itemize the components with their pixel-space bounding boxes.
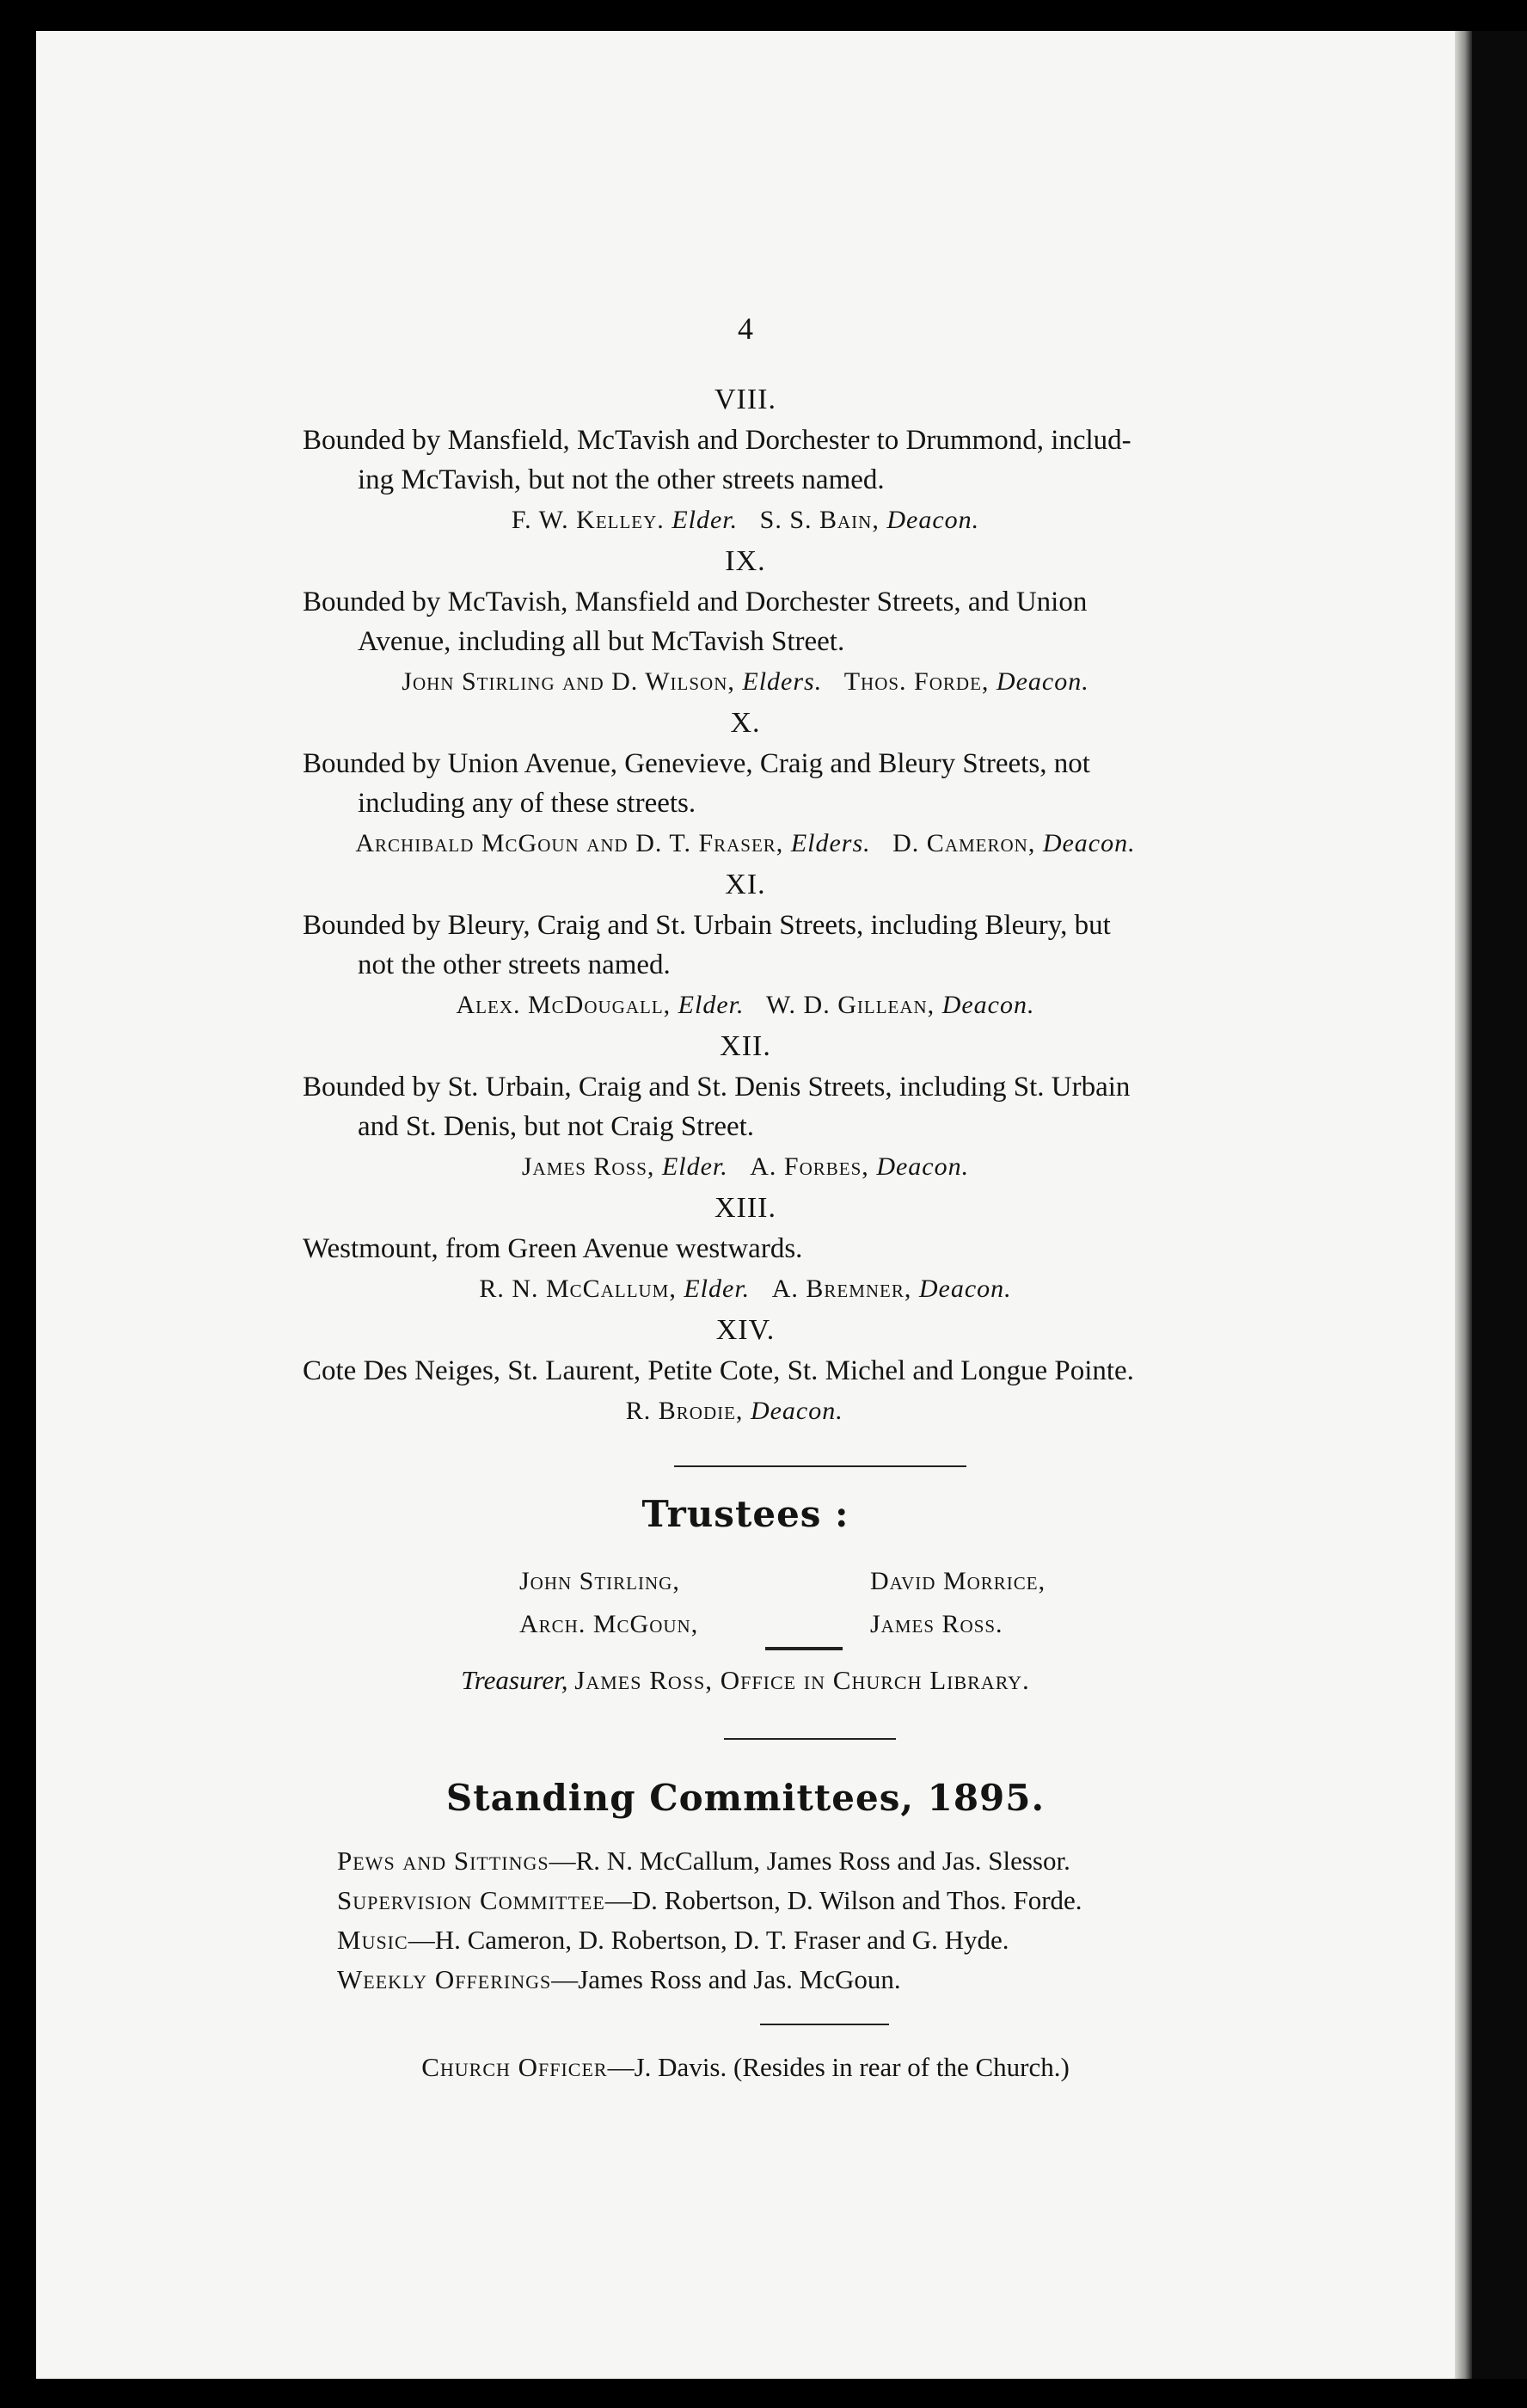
trustee-name: David Morrice, <box>870 1567 1046 1595</box>
district-numeral: XIV. <box>715 1314 776 1346</box>
committee-label: Weekly Offerings <box>337 1964 552 1994</box>
district-boundary <box>36 906 1455 985</box>
officer-name: R. Brodie, <box>625 1397 744 1425</box>
officer-name: A. Bremner, <box>771 1275 912 1303</box>
church-officer-text: —J. Davis. (Resides in rear of the Church.) <box>607 2052 1070 2082</box>
district-numeral: XIII. <box>714 1192 777 1224</box>
district-boundary <box>36 1067 1455 1146</box>
officer-role: Deacon. <box>996 667 1089 696</box>
district-block <box>36 1026 1455 1188</box>
treasurer-line <box>36 1665 1455 1696</box>
trustees-right-column <box>870 1560 1046 1646</box>
committee-label: Supervision Committee <box>337 1885 605 1915</box>
committee-list <box>337 1841 1082 2000</box>
district-boundary <box>36 421 1455 500</box>
treasurer-text: James Ross, Office in Church Library. <box>574 1665 1030 1695</box>
district-list <box>36 379 1455 1432</box>
officer-role: Elders. <box>790 829 871 857</box>
trustee-name: John Stirling, <box>519 1567 680 1595</box>
officer-name: A. Forbes, <box>750 1152 869 1181</box>
officer-name: R. N. McCallum, <box>479 1275 677 1303</box>
officer-name: W. D. Gillean, <box>765 991 935 1019</box>
church-officer-label: Church Officer <box>421 2052 608 2082</box>
committee-item <box>337 1960 1082 2000</box>
treasurer-label: Treasurer, <box>461 1665 568 1695</box>
district-officers <box>36 823 1455 864</box>
boundary-line: ing McTavish, but not the other streets named. <box>358 464 885 495</box>
district-officers <box>36 500 1455 541</box>
district-block <box>36 1188 1455 1310</box>
church-officer-line <box>36 2052 1455 2083</box>
district-officers <box>36 661 1455 703</box>
boundary-line: Cote Des Neiges, St. Laurent, Petite Cote, St. Michel and Longue Pointe. <box>303 1355 1134 1386</box>
district-numeral: XII. <box>720 1030 771 1062</box>
officer-name: D. Cameron, <box>892 829 1036 857</box>
officer-role: Deacon. <box>886 506 980 534</box>
district-officers <box>36 1391 1455 1432</box>
district-block <box>36 379 1455 541</box>
officer-role: Deacon. <box>918 1275 1012 1303</box>
trustee-name: Arch. McGoun, <box>519 1610 699 1638</box>
officer-role: Elder. <box>684 1275 751 1303</box>
officer-name: James Ross, <box>521 1152 655 1181</box>
officer-name: Alex. McDougall, <box>456 991 672 1019</box>
officer-name: S. S. Bain, <box>759 506 880 534</box>
committee-members: —H. Cameron, D. Robertson, D. T. Fraser and G. Hyde. <box>408 1925 1009 1955</box>
committee-label: Music <box>337 1925 408 1955</box>
trustees-left-column <box>519 1560 698 1646</box>
boundary-line: and St. Denis, but not Craig Street. <box>358 1111 755 1142</box>
officer-role: Elder. <box>672 506 739 534</box>
officer-role: Deacon. <box>750 1397 843 1425</box>
boundary-line: Bounded by Bleury, Craig and St. Urbain Streets, including Bleury, but <box>303 910 1111 941</box>
divider-rule <box>765 1647 843 1650</box>
district-numeral: VIII. <box>714 384 777 415</box>
officer-role: Deacon. <box>941 991 1035 1019</box>
committee-item <box>337 1841 1082 1881</box>
officer-role: Elder. <box>678 991 745 1019</box>
page <box>36 31 1455 2379</box>
district-boundary <box>36 582 1455 661</box>
officer-name: John Stirling and D. Wilson, <box>402 667 735 696</box>
boundary-line: Westmount, from Green Avenue westwards. <box>303 1233 803 1264</box>
divider-rule <box>674 1465 966 1467</box>
boundary-line: Bounded by McTavish, Mansfield and Dorchester Streets, and Union <box>303 587 1088 617</box>
officer-name: Archibald McGoun and D. T. Fraser, <box>355 829 784 857</box>
district-block <box>36 1310 1455 1432</box>
district-boundary <box>36 744 1455 823</box>
district-officers <box>36 1146 1455 1188</box>
officer-role: Deacon. <box>876 1152 970 1181</box>
district-numeral: XI. <box>725 869 766 900</box>
committee-members: —James Ross and Jas. McGoun. <box>551 1964 901 1994</box>
officer-name: F. W. Kelley. <box>511 506 665 534</box>
district-numeral: IX. <box>725 545 766 577</box>
district-officers <box>36 985 1455 1026</box>
trustee-name: James Ross. <box>870 1610 1003 1638</box>
district-boundary <box>36 1351 1455 1391</box>
officer-name: Thos. Forde, <box>843 667 990 696</box>
committee-label: Pews and Sittings <box>337 1846 549 1876</box>
district-officers <box>36 1268 1455 1310</box>
scan-border <box>1472 31 1527 2379</box>
divider-rule <box>760 2024 889 2025</box>
committee-item <box>337 1881 1082 1920</box>
committee-members: —D. Robertson, D. Wilson and Thos. Forde. <box>604 1885 1082 1915</box>
district-block <box>36 541 1455 703</box>
divider-rule <box>724 1738 896 1740</box>
committee-item <box>337 1920 1082 1960</box>
district-boundary <box>36 1229 1455 1268</box>
boundary-line: Avenue, including all but McTavish Street. <box>358 626 845 657</box>
committees-heading: Standing Committees, 1895. <box>445 1777 1046 1819</box>
boundary-line: Bounded by Union Avenue, Genevieve, Craig and Bleury Streets, not <box>303 748 1090 779</box>
book-binding-edge <box>1455 31 1472 2379</box>
boundary-line: not the other streets named. <box>358 949 671 980</box>
boundary-line: including any of these streets. <box>358 788 696 819</box>
officer-role: Deacon. <box>1042 829 1136 857</box>
boundary-line: Bounded by St. Urbain, Craig and St. Denis Streets, including St. Urbain <box>303 1072 1131 1103</box>
committee-members: —R. N. McCallum, James Ross and Jas. Slessor. <box>549 1846 1070 1876</box>
district-numeral: X. <box>730 707 761 739</box>
district-block <box>36 703 1455 864</box>
district-block <box>36 864 1455 1026</box>
boundary-line: Bounded by Mansfield, McTavish and Dorchester to Drummond, includ- <box>303 425 1131 456</box>
officer-role: Elders. <box>742 667 823 696</box>
officer-role: Elder. <box>661 1152 728 1181</box>
page-number: 4 <box>738 311 753 346</box>
trustees-heading: Trustees : <box>641 1493 849 1535</box>
